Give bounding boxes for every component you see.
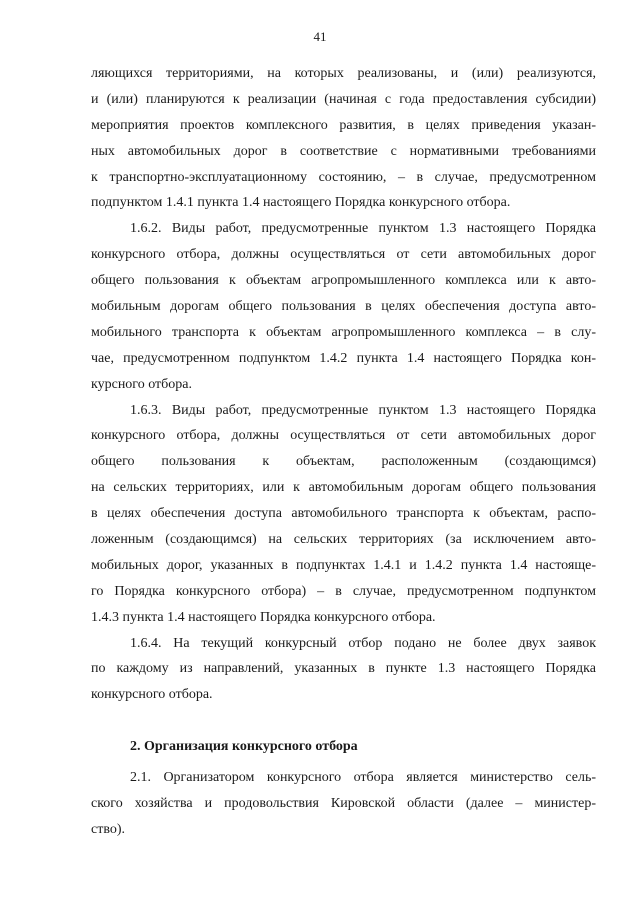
text-line: ство). bbox=[91, 821, 126, 837]
text-line: мобильного транспорта к объектам агропромышленного комплекса – в слу- bbox=[91, 324, 596, 340]
text-line: ных автомобильных дорог в соответствие с нормативными требованиями bbox=[91, 143, 596, 159]
text-line: 1.6.4. На текущий конкурсный отбор подано не более двух заявок bbox=[130, 635, 596, 651]
paragraph-1-6-4 bbox=[91, 631, 596, 709]
text-line: на сельских территориях, или к автомобильным дорогам общего пользования bbox=[91, 480, 596, 496]
text-line: по каждому из направлений, указанных в пункте 1.3 настоящего Порядка bbox=[91, 661, 596, 677]
text-line: конкурсного отбора, должны осуществляться от сети автомобильных дорог bbox=[91, 428, 596, 444]
text-line: общего пользования к объектам агропромышленного комплекса или к авто- bbox=[91, 273, 596, 289]
text-line: чае, предусмотренном подпунктом 1.4.2 пункта 1.4 настоящего Порядка кон- bbox=[91, 350, 596, 366]
text-line: мобильных дорог, указанных в подпунктах 1.4.1 и 1.4.2 пункта 1.4 настояще- bbox=[91, 557, 596, 573]
text-line: общего пользования к объектам, расположенным (создающимся) bbox=[91, 454, 596, 470]
section-heading: 2. Организация конкурсного отбора bbox=[130, 739, 358, 755]
paragraph-continuation bbox=[91, 61, 596, 216]
text-line: подпунктом 1.4.1 пункта 1.4 настоящего Порядка конкурсного отбора. bbox=[91, 195, 511, 211]
paragraph-1-6-3 bbox=[91, 398, 596, 631]
text-line: 1.6.3. Виды работ, предусмотренные пунктом 1.3 настоящего Порядка bbox=[130, 402, 596, 418]
text-line: ляющихся территориями, на которых реализованы, и (или) реализуются, bbox=[91, 66, 596, 81]
text-line: 1.6.2. Виды работ, предусмотренные пунктом 1.3 настоящего Порядка bbox=[130, 221, 596, 237]
text-line: конкурсного отбора, должны осуществляться от сети автомобильных дорог bbox=[91, 247, 596, 263]
text-line: к транспортно-эксплуатационному состоянию, – в случае, предусмотренном bbox=[91, 169, 596, 185]
text-line: ского хозяйства и продовольствия Кировской области (далее – министер- bbox=[91, 796, 596, 812]
paragraph-1-6-2 bbox=[91, 216, 596, 397]
text-line: курсного отбора. bbox=[91, 376, 192, 392]
text-line: в целях обеспечения доступа автомобильного транспорта к объектам, распо- bbox=[91, 506, 596, 522]
page-number: 41 bbox=[313, 29, 327, 44]
text-line: ложенным (создающимся) на сельских территориях (за исключением авто- bbox=[91, 532, 596, 548]
text-line: го Порядка конкурсного отбора) – в случае, предусмотренном подпунктом bbox=[91, 583, 596, 599]
document-body bbox=[91, 61, 596, 843]
text-line: конкурсного отбора. bbox=[91, 687, 213, 703]
text-line: 1.4.3 пункта 1.4 настоящего Порядка конкурсного отбора. bbox=[91, 609, 436, 625]
text-line: и (или) планируются к реализации (начиная с года предоставления субсидии) bbox=[91, 91, 596, 107]
text-line: 2.1. Организатором конкурсного отбора является министерство сель- bbox=[130, 770, 596, 786]
paragraph-2-1 bbox=[91, 765, 596, 843]
text-line: мероприятия проектов комплексного развития, в целях приведения указан- bbox=[91, 117, 596, 133]
text-line: мобильным дорогам общего пользования в целях обеспечения доступа авто- bbox=[91, 299, 596, 315]
